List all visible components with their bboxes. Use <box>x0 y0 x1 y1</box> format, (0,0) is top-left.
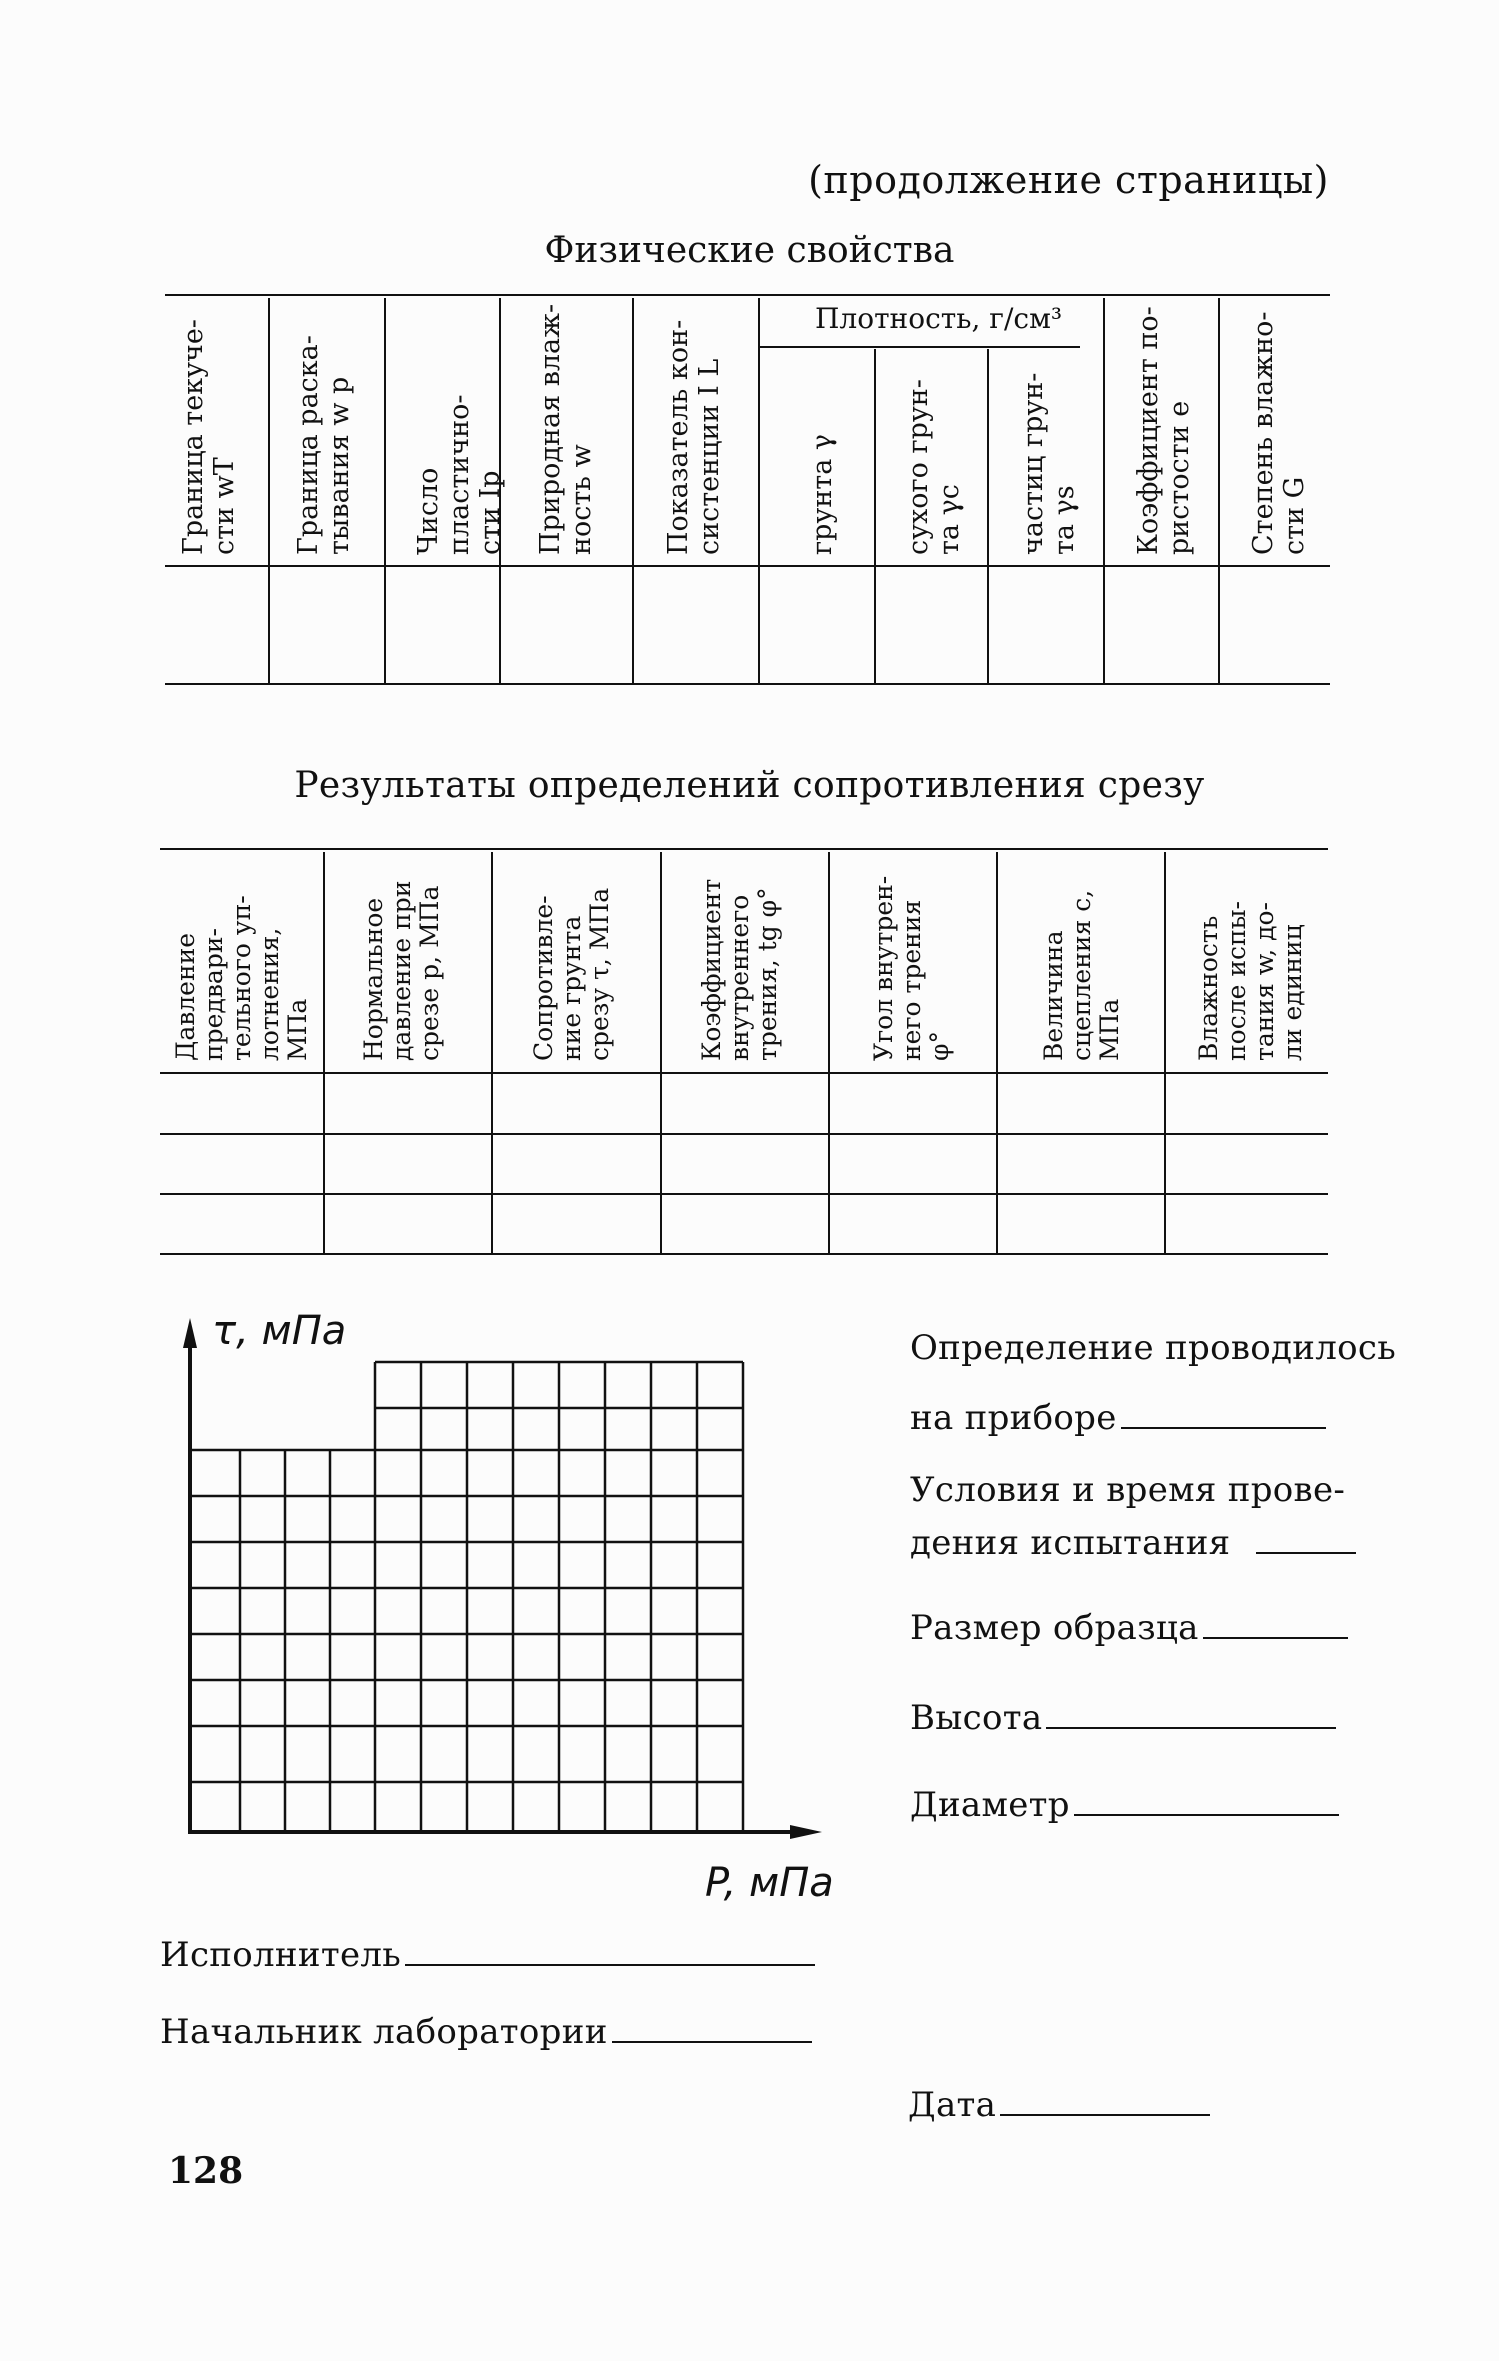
col-preconsolidation-pressure: Давление предвари- тельного уп- лотнения, МПа <box>171 895 312 1061</box>
height-label: Высота <box>910 1698 1043 1738</box>
col-saturation-degree: Степень влажно- сти G <box>1248 311 1310 555</box>
y-axis-label: τ, мПа <box>212 1308 347 1354</box>
height-blank[interactable] <box>1046 1727 1336 1729</box>
col-dry-density: сухого грун- та γс <box>903 379 965 555</box>
executor-field <box>160 1935 815 1975</box>
lab-head-label: Начальник лаборатории <box>160 2012 608 2052</box>
conditions-label-1: Условия и время прове- <box>910 1470 1346 1510</box>
col-internal-friction-angle: Угол внутрен- него трения φ° <box>869 875 954 1061</box>
diameter-blank[interactable] <box>1074 1814 1339 1816</box>
device-blank[interactable] <box>1121 1427 1326 1429</box>
x-axis-arrow-icon <box>790 1825 822 1839</box>
device-label: на приборе <box>910 1398 1117 1438</box>
col-internal-friction-coefficient: Коэффициент внутреннего трения, tg φ° <box>697 878 782 1061</box>
physical-properties-title: Физические свойства <box>544 230 955 271</box>
density-group-header: Плотность, г/см³ <box>815 302 1063 335</box>
conditions-label-2: дения испытания <box>910 1523 1231 1563</box>
col-particle-density: частиц грун- та γs <box>1018 372 1080 555</box>
col-liquid-limit: Граница текуче- сти wT <box>178 319 240 555</box>
col-natural-moisture: Природная влаж- ность w <box>535 303 597 555</box>
diameter-label: Диаметр <box>910 1785 1070 1825</box>
col-shear-resistance: Сопротивле- ние грунта срезу τ, МПа <box>529 887 614 1061</box>
shear-results-title: Результаты определений сопротивления срезу <box>294 765 1205 806</box>
col-plastic-limit: Граница раска- тывания w р <box>293 335 355 555</box>
col-plasticity-index: Число пластично- сти Iр <box>413 394 506 555</box>
date-blank[interactable] <box>1000 2114 1210 2116</box>
lab-head-field <box>160 2012 812 2052</box>
col-cohesion: Величина сцепления c, МПа <box>1039 889 1124 1061</box>
y-axis-arrow-icon <box>183 1318 197 1348</box>
col-moisture-after-test: Влажность после испы- тания w, до- ли единиц <box>1194 900 1307 1061</box>
lab-head-blank[interactable] <box>612 2041 812 2043</box>
continuation-note: (продолжение страницы) <box>808 158 1329 202</box>
conducted-label: Определение проводилось <box>910 1328 1397 1368</box>
sample-size-label: Размер образца <box>910 1608 1199 1648</box>
sample-size-field <box>910 1608 1348 1648</box>
executor-label: Исполнитель <box>160 1935 402 1975</box>
col-normal-pressure: Нормальное давление при срезе p, МПа <box>359 880 444 1061</box>
col-consistency-index: Показатель кон- систенции I L <box>663 319 725 555</box>
page-number: 128 <box>168 2150 244 2192</box>
sample-size-blank[interactable] <box>1203 1637 1348 1639</box>
diameter-field <box>910 1785 1339 1825</box>
device-field <box>910 1398 1326 1438</box>
conditions-blank[interactable] <box>1256 1552 1356 1554</box>
executor-blank[interactable] <box>405 1964 815 1966</box>
date-label: Дата <box>908 2085 997 2125</box>
col-soil-density: грунта γ <box>807 433 838 555</box>
date-field <box>908 2085 1210 2125</box>
col-porosity-coefficient: Коэффициент по- ристости e <box>1133 306 1195 555</box>
height-field <box>910 1698 1336 1738</box>
conditions-field <box>910 1523 1356 1563</box>
x-axis-label: P, мПа <box>705 1860 834 1906</box>
